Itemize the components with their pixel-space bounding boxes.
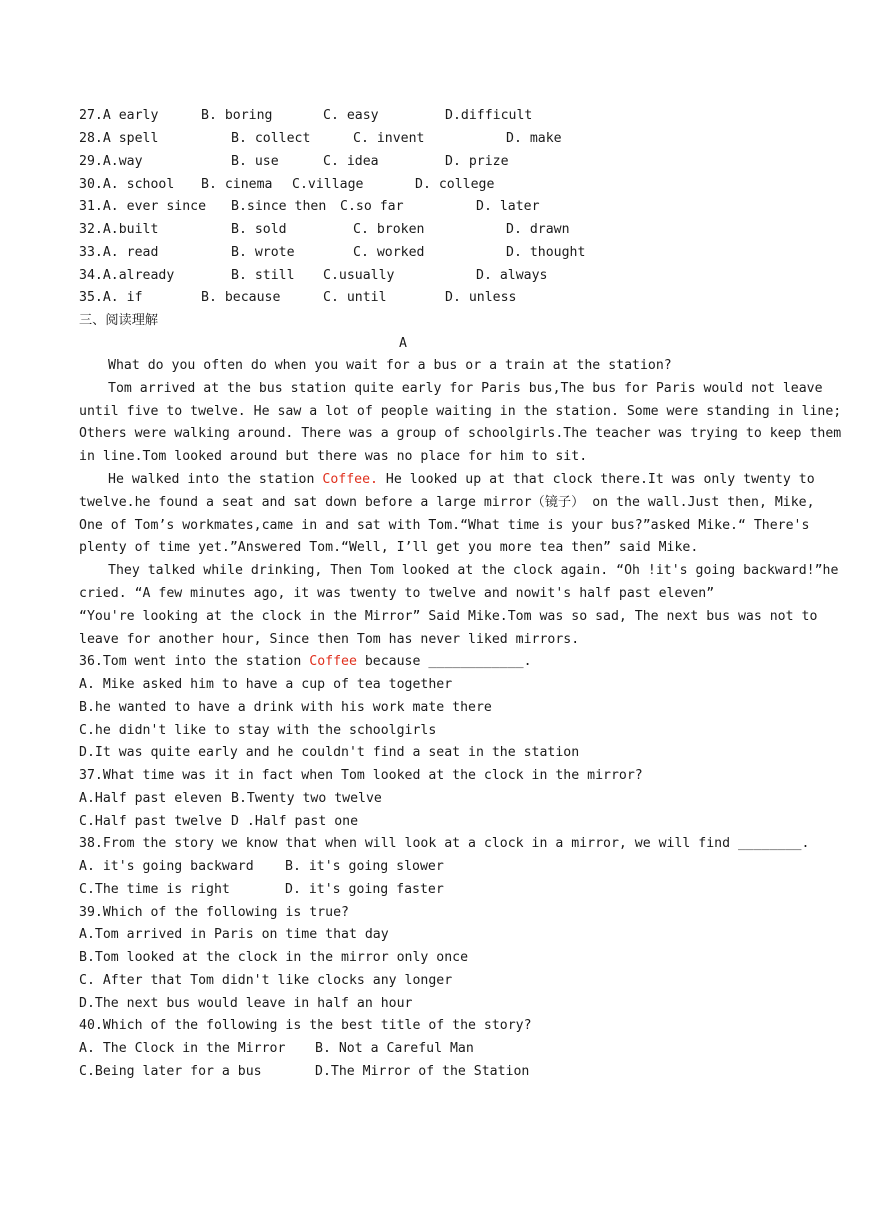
option-a: 29.A.way xyxy=(79,154,143,169)
option-d: D. always xyxy=(476,268,548,283)
passage-line: One of Tom’s workmates,came in and sat with Tom.“What time is your bus?”asked Mike.“ There's xyxy=(79,517,810,533)
passage-text: He looked up at that clock there.It was only twenty to xyxy=(377,471,815,487)
section-heading: 三、阅读理解 xyxy=(79,313,159,328)
answer-option: B.Tom looked at the clock in the mirror only once xyxy=(79,950,469,965)
option-b: B. sold xyxy=(231,222,287,237)
answer-option: C.The time is right xyxy=(79,882,230,897)
option-c: C. invent xyxy=(353,131,425,146)
option-b: B.since then xyxy=(231,199,327,214)
answer-row xyxy=(79,881,799,899)
option-d: D. make xyxy=(506,131,562,146)
answer-option: B. it's going slower xyxy=(285,859,444,874)
option-c: C. worked xyxy=(353,245,425,260)
answer-option: D.The next bus would leave in half an hour xyxy=(79,996,413,1011)
option-d: D. prize xyxy=(445,154,509,169)
question-36 xyxy=(79,653,532,671)
passage-line: They talked while drinking, Then Tom looked at the clock again. “Oh !it's going backward!”he xyxy=(108,563,839,579)
option-d: D. drawn xyxy=(506,222,570,237)
option-c: C.village xyxy=(292,177,364,192)
answer-option: D .Half past one xyxy=(231,814,359,829)
passage-line: Tom arrived at the bus station quite early for Paris bus,The bus for Paris would not leave xyxy=(108,380,823,396)
cloze-options-30 xyxy=(79,176,799,194)
option-a: 27.A early xyxy=(79,108,159,123)
cloze-options-28 xyxy=(79,130,799,148)
answer-row xyxy=(79,813,799,831)
answer-option: A. The Clock in the Mirror xyxy=(79,1041,286,1056)
passage-paragraph-1: What do you often do when you wait for a bus or a train at the station? xyxy=(108,358,672,373)
coffee-highlight: Coffee xyxy=(309,654,357,669)
question-40: 40.Which of the following is the best title of the story? xyxy=(79,1018,532,1033)
cloze-options-35 xyxy=(79,289,799,307)
answer-option: B. Not a Careful Man xyxy=(315,1041,474,1056)
passage-line: “You're looking at the clock in the Mirror” Said Mike.Tom was so sad, The next bus was not to xyxy=(79,608,818,624)
question-38: 38.From the story we know that when will look at a clock in a mirror, we will find ________. xyxy=(79,836,810,851)
cloze-options-31 xyxy=(79,198,799,216)
answer-row xyxy=(79,858,799,876)
passage-text: He walked into the station xyxy=(108,471,323,487)
answer-option: C.Half past twelve xyxy=(79,814,222,829)
answer-option: A.Half past eleven xyxy=(79,791,222,806)
passage-line: twelve.he found a seat and sat down before a large mirror（镜子） on the wall.Just then, Mike, xyxy=(79,494,815,510)
answer-option: A. Mike asked him to have a cup of tea together xyxy=(79,677,453,692)
option-b: B. because xyxy=(201,290,281,305)
question-39: 39.Which of the following is true? xyxy=(79,905,349,920)
question-text: because ____________. xyxy=(356,654,532,669)
passage-line: until five to twelve. He saw a lot of people waiting in the station. Some were standing in line; xyxy=(79,403,842,419)
passage-line: leave for another hour, Since then Tom has never liked mirrors. xyxy=(79,631,580,647)
passage-line xyxy=(79,469,815,492)
option-b: B. still xyxy=(231,268,295,283)
coffee-highlight: Coffee. xyxy=(322,471,378,487)
answer-option: B.Twenty two twelve xyxy=(231,791,382,806)
option-a: 35.A. if xyxy=(79,290,143,305)
answer-row xyxy=(79,1040,799,1058)
answer-option: D.The Mirror of the Station xyxy=(315,1064,530,1079)
option-a: 28.A spell xyxy=(79,131,159,146)
option-d: D. unless xyxy=(445,290,517,305)
option-c: C.usually xyxy=(323,268,395,283)
cloze-options-34 xyxy=(79,267,799,285)
option-c: C. idea xyxy=(323,154,379,169)
answer-option: C. After that Tom didn't like clocks any longer xyxy=(79,973,453,988)
answer-option: A. it's going backward xyxy=(79,859,254,874)
answer-option: C.Being later for a bus xyxy=(79,1064,262,1079)
answer-option: D.It was quite early and he couldn't find a seat in the station xyxy=(79,745,580,760)
option-a: 33.A. read xyxy=(79,245,159,260)
option-c: C. broken xyxy=(353,222,425,237)
passage-line: cried. “A few minutes ago, it was twenty to twelve and nowit's half past eleven” xyxy=(79,585,715,601)
question-text: 36.Tom went into the station xyxy=(79,654,310,669)
option-a: 30.A. school xyxy=(79,177,175,192)
option-a: 34.A.already xyxy=(79,268,175,283)
question-37: 37.What time was it in fact when Tom looked at the clock in the mirror? xyxy=(79,768,643,783)
answer-option: C.he didn't like to stay with the schoolgirls xyxy=(79,723,437,738)
option-d: D. later xyxy=(476,199,540,214)
answer-option: B.he wanted to have a drink with his work mate there xyxy=(79,700,492,715)
option-d: D. college xyxy=(415,177,495,192)
option-c: C.so far xyxy=(340,199,404,214)
option-b: B. boring xyxy=(201,108,273,123)
answer-option: D. it's going faster xyxy=(285,882,444,897)
option-a: 31.A. ever since xyxy=(79,199,207,214)
passage-label: A xyxy=(399,336,407,351)
answer-option: A.Tom arrived in Paris on time that day xyxy=(79,927,389,942)
option-d: D. thought xyxy=(506,245,586,260)
answer-row xyxy=(79,1063,799,1081)
passage-line: in line.Tom looked around but there was no place for him to sit. xyxy=(79,449,588,465)
cloze-options-33 xyxy=(79,244,799,262)
passage-line: plenty of time yet.”Answered Tom.“Well, I’ll get you more tea then” said Mike. xyxy=(79,540,699,556)
option-d: D.difficult xyxy=(445,108,533,123)
option-b: B. collect xyxy=(231,131,311,146)
cloze-options-27 xyxy=(79,107,799,125)
cloze-options-29 xyxy=(79,153,799,171)
option-c: C. easy xyxy=(323,108,379,123)
cloze-options-32 xyxy=(79,221,799,239)
reading-passage xyxy=(79,355,842,651)
answer-row xyxy=(79,790,799,808)
passage-line: Others were walking around. There was a group of schoolgirls.The teacher was trying to keep them xyxy=(79,426,842,442)
option-c: C. until xyxy=(323,290,387,305)
option-b: B. cinema xyxy=(201,177,273,192)
option-a: 32.A.built xyxy=(79,222,159,237)
option-b: B. wrote xyxy=(231,245,295,260)
option-b: B. use xyxy=(231,154,279,169)
